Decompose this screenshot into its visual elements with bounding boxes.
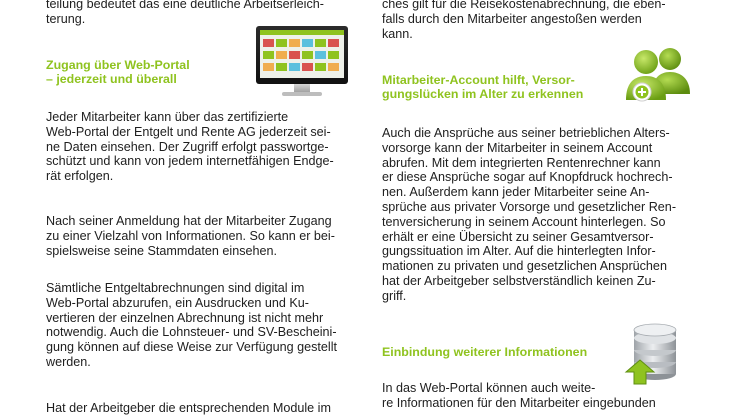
heading-employee-account: Mitarbeiter-Account hilft, Versor- gungslücken im Alter zu erkennen: [382, 73, 584, 102]
intro-text-left: teilung bedeutet das eine deutliche Arbeitserleich- terung.: [46, 0, 324, 26]
monitor-icon: [256, 26, 348, 96]
heading-further-information: Einbindung weiterer Informationen: [382, 345, 588, 359]
paragraph-web-portal-access: Jeder Mitarbeiter kann über das zertifizierte Web-Portal der Entgelt und Rente AG jederzeit sei- ne Daten einsehen. Der Zugriff erfolgt passwortge- schützt und kann von jedem internetfähigen Endge- rät erfolgen.: [46, 110, 334, 184]
intro-text-right: ches gilt für die Reisekostenabrechnung, die eben- falls durch den Mitarbeiter angestoßen werden kann.: [382, 0, 666, 41]
database-upload-icon: [624, 322, 686, 386]
paragraph-login-info: Nach seiner Anmeldung hat der Mitarbeiter Zugang zu einer Vielzahl von Informationen. So kann er bei- spielsweise seine Stammdaten einsehen.: [46, 214, 335, 258]
paragraph-modules: Hat der Arbeitgeber die entsprechenden Module im: [46, 401, 331, 415]
paragraph-pension-account: Auch die Ansprüche aus seiner betrieblichen Alters- vorsorge kann der Mitarbeiter in seinem Account abrufen. Mit dem integrierten Rentenrechner kann er diese Ansprüche sogar auf Knopfdruck hochrech- nen. Außerdem kann jeder Mitarbeiter seine An- sprüche aus privater Vorsorge und gesetzlicher Ren- tenversicherung in seinem Account hinterlegen. So erhält er eine Übersicht zu seiner Gesamtversor- gungssituation im Alter. Auf die hinterlegten Infor- mationen zu privaten und gesetzlichen Ansprüchen hat der Arbeitgeber selbstverständlich keinen Zu- griff.: [382, 126, 677, 303]
paragraph-further-information: In das Web-Portal können auch weite- re Informationen für den Mitarbeiter eingebunden: [382, 381, 656, 410]
users-add-icon: [620, 42, 698, 108]
heading-web-portal: Zugang über Web-Portal – jederzeit und überall: [46, 58, 190, 87]
paragraph-payslips: Sämtliche Entgeltabrechnungen sind digital im Web-Portal abzurufen, ein Ausdrucken und Ku- vertieren der einzelnen Abrechnung ist nicht mehr notwendig. Auch die Lohnsteuer- und SV-Bescheini- gung können auf diese Weise zur Verfügung gestellt werden.: [46, 281, 338, 369]
